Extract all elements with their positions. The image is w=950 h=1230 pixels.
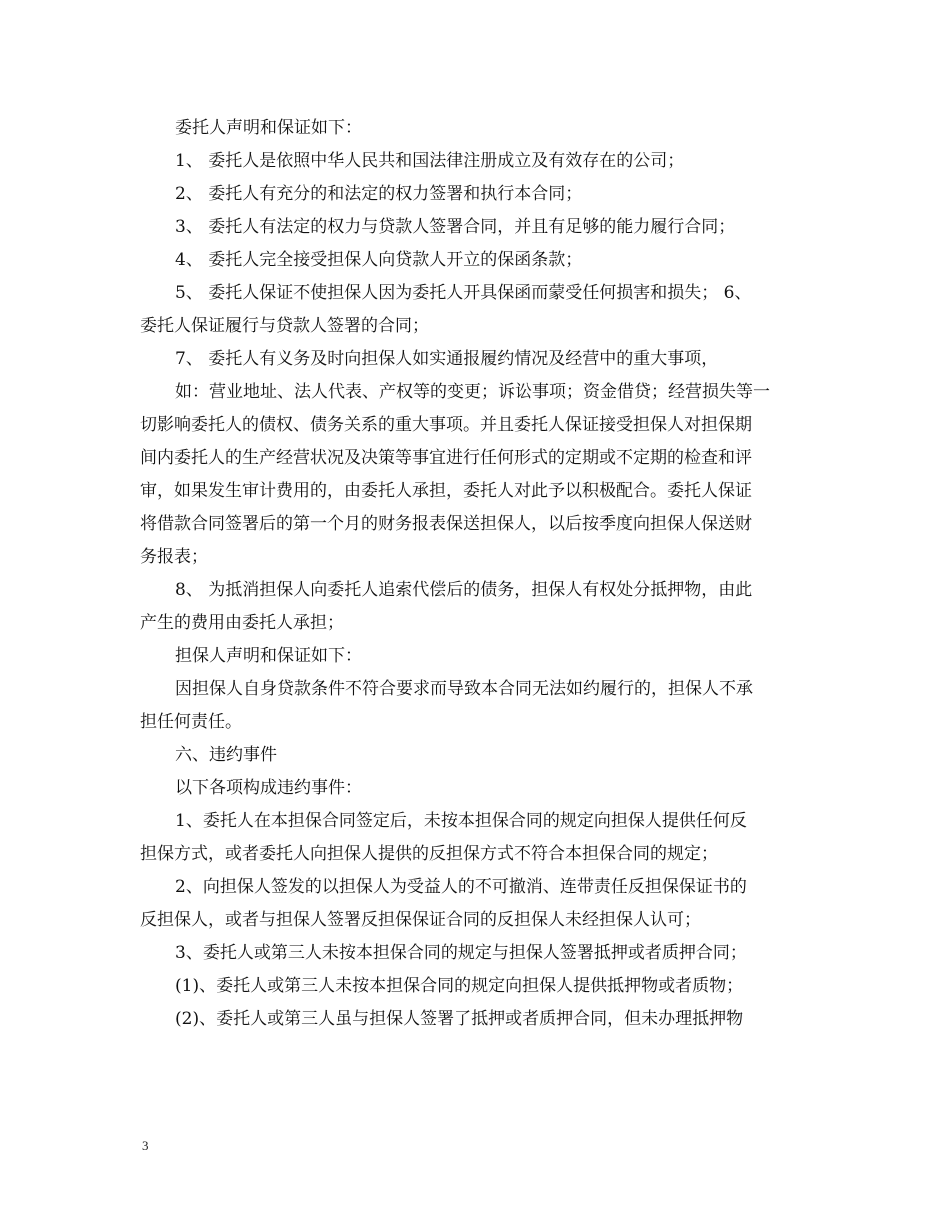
paragraph-line: 产生的费用由委托人承担； <box>140 613 344 633</box>
paragraph-line: 委托人保证履行与贷款人签署的合同； <box>140 316 429 336</box>
paragraph-line: 5、 委托人保证不使担保人因为委托人开具保函而蒙受任何损害和损失； 6、 <box>175 283 752 303</box>
paragraph-line: 间内委托人的生产经营状况及决策等事宜进行任何形式的定期或不定期的检查和评 <box>140 448 752 468</box>
paragraph-line: 1、委托人在本担保合同签定后，未按本担保合同的规定向担保人提供任何反 <box>175 811 747 831</box>
paragraph-line: 7、 委托人有义务及时向担保人如实通报履约情况及经营中的重大事项， <box>175 349 719 369</box>
paragraph-line: 反担保人，或者与担保人签署反担保保证合同的反担保人未经担保人认可； <box>140 910 701 930</box>
paragraph-line: 8、 为抵消担保人向委托人追索代偿后的债务，担保人有权处分抵押物，由此 <box>175 580 753 600</box>
paragraph-line: 2、向担保人签发的以担保人为受益人的不可撤消、连带责任反担保保证书的 <box>175 877 747 897</box>
paragraph-line: 以下各项构成违约事件： <box>175 778 362 798</box>
page-number: 3 <box>142 1138 149 1153</box>
paragraph-line: 担保人声明和保证如下： <box>175 646 362 666</box>
paragraph-line: 4、 委托人完全接受担保人向贷款人开立的保函条款； <box>175 250 583 270</box>
paragraph-line: (1)、委托人或第三人未按本担保合同的规定向担保人提供抵押物或者质物； <box>175 976 744 996</box>
paragraph-line: 务报表； <box>140 547 208 567</box>
section-heading: 六、违约事件 <box>175 745 277 765</box>
paragraph-line: (2)、委托人或第三人虽与担保人签署了抵押或者质押合同，但未办理抵押物 <box>175 1009 744 1029</box>
document-body <box>140 112 812 1036</box>
paragraph-line: 切影响委托人的债权、债务关系的重大事项。并且委托人保证接受担保人对担保期 <box>140 415 752 435</box>
paragraph-line: 1、 委托人是依照中华人民共和国法律注册成立及有效存在的公司； <box>175 151 685 171</box>
paragraph-line: 3、 委托人有法定的权力与贷款人签署合同，并且有足够的能力履行合同； <box>175 217 736 237</box>
paragraph-line: 将借款合同签署后的第一个月的财务报表保送担保人，以后按季度向担保人保送财 <box>140 514 752 534</box>
paragraph-line: 因担保人自身贷款条件不符合要求而导致本合同无法如约履行的，担保人不承 <box>175 679 753 699</box>
paragraph-line: 2、 委托人有充分的和法定的权力签署和执行本合同； <box>175 184 583 204</box>
paragraph-line: 担任何责任。 <box>140 712 242 732</box>
paragraph-line: 3、委托人或第三人未按本担保合同的规定与担保人签署抵押或者质押合同； <box>175 943 747 963</box>
paragraph-line: 担保方式，或者委托人向担保人提供的反担保方式不符合本担保合同的规定； <box>140 844 718 864</box>
paragraph-line: 如：营业地址、法人代表、产权等的变更；诉讼事项；资金借贷；经营损失等一 <box>175 382 770 402</box>
paragraph-line: 审，如果发生审计费用的，由委托人承担，委托人对此予以积极配合。委托人保证 <box>140 481 752 501</box>
paragraph-line: 委托人声明和保证如下： <box>175 118 362 138</box>
